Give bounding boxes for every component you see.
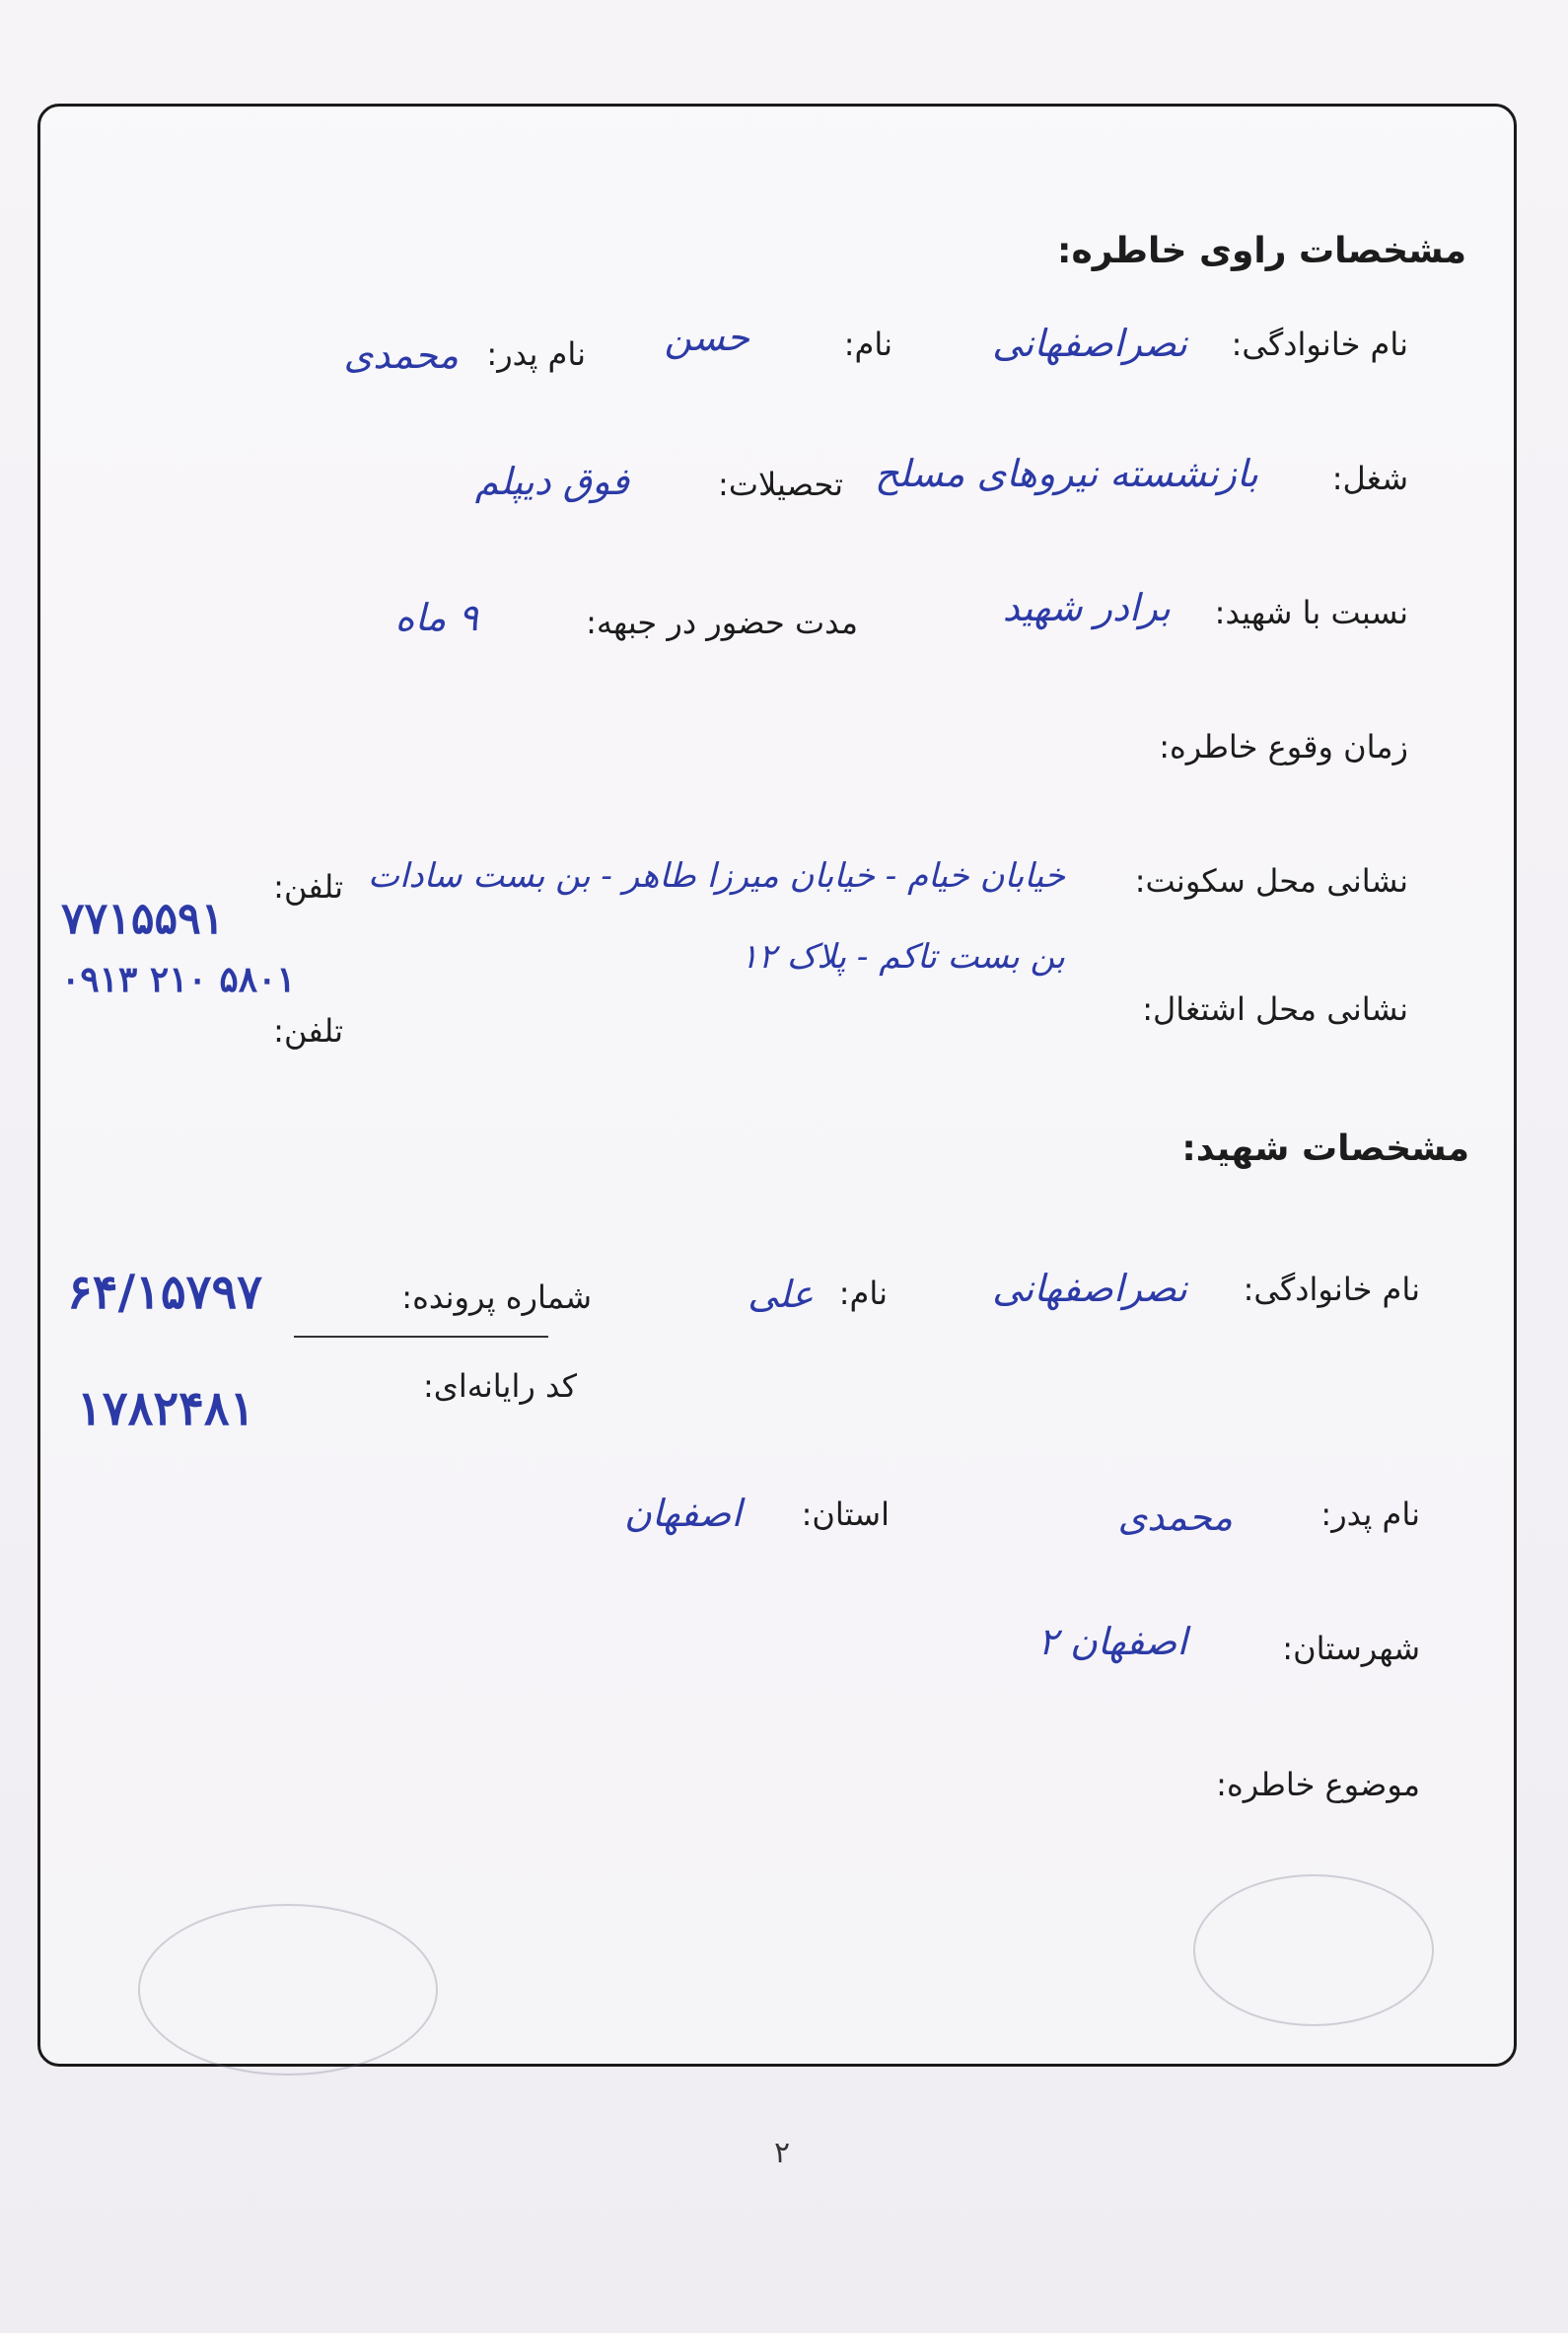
martyr-code-label: کد رایانه‌ای: bbox=[423, 1367, 577, 1405]
narrator-relation-value: برادر شهید bbox=[1002, 586, 1171, 629]
narrator-memory-time-label: زمان وقوع خاطره: bbox=[1159, 728, 1408, 766]
narrator-family-label: نام خانوادگی: bbox=[1231, 326, 1408, 363]
martyr-family-label: نام خانوادگی: bbox=[1243, 1271, 1420, 1308]
martyr-name-label: نام: bbox=[838, 1275, 888, 1312]
narrator-family-value: نصراصفهانی bbox=[992, 322, 1187, 365]
martyr-city-value: اصفهان ۲ bbox=[1037, 1620, 1187, 1663]
martyr-heading: مشخصات شهید: bbox=[1181, 1129, 1469, 1169]
martyr-family-value: نصراصفهانی bbox=[992, 1267, 1187, 1310]
stamp-mark bbox=[1193, 1874, 1434, 2026]
narrator-home-address-label: نشانی محل سکونت: bbox=[1134, 862, 1408, 900]
martyr-province-label: استان: bbox=[801, 1495, 890, 1533]
narrator-home-phone-value: ۷۷۱۵۵۹۱ bbox=[61, 894, 225, 944]
martyr-city-label: شهرستان: bbox=[1282, 1630, 1420, 1667]
narrator-job-label: شغل: bbox=[1331, 460, 1408, 497]
narrator-job-value: بازنشسته نیروهای مسلح bbox=[875, 452, 1258, 495]
narrator-name-value: حسن bbox=[664, 316, 749, 359]
narrator-work-phone-label: تلفن: bbox=[273, 1012, 343, 1050]
martyr-father-value: محمدی bbox=[1117, 1495, 1233, 1539]
narrator-father-value: محمدی bbox=[343, 333, 459, 377]
narrator-home-phone-label: تلفن: bbox=[273, 868, 343, 906]
narrator-mobile-value: ۰۹۱۳ ۲۱۰ ۵۸۰۱ bbox=[61, 959, 296, 1000]
martyr-file-label: شماره پرونده: bbox=[401, 1278, 592, 1316]
martyr-name-value: علی bbox=[748, 1273, 814, 1316]
martyr-father-label: نام پدر: bbox=[1320, 1495, 1420, 1533]
narrator-education-label: تحصیلات: bbox=[718, 466, 843, 503]
narrator-father-label: نام پدر: bbox=[486, 335, 586, 373]
narrator-work-address-label: نشانی محل اشتغال: bbox=[1142, 990, 1408, 1028]
narrator-education-value: فوق دیپلم bbox=[474, 460, 629, 503]
martyr-province-value: اصفهان bbox=[623, 1492, 742, 1535]
narrator-front-label: مدت حضور در جبهه: bbox=[586, 604, 858, 641]
narrator-name-label: نام: bbox=[843, 326, 892, 363]
stamp-mark bbox=[138, 1904, 438, 2076]
page-number: ۲ bbox=[774, 2136, 791, 2170]
narrator-home-address-line1: خیابان خیام - خیابان میرزا طاهر - بن بست سادات bbox=[368, 856, 1065, 896]
martyr-topic-label: موضوع خاطره: bbox=[1216, 1766, 1420, 1803]
narrator-heading: مشخصات راوی خاطره: bbox=[1057, 231, 1466, 271]
martyr-code-value: ۱۷۸۲۴۸۱ bbox=[77, 1381, 255, 1436]
narrator-home-address-line2: بن بست تاکم - پلاک ۱۲ bbox=[740, 937, 1065, 977]
martyr-file-value: ۶۴/۱۵۷۹۷ bbox=[67, 1265, 262, 1320]
narrator-relation-label: نسبت با شهید: bbox=[1214, 594, 1408, 631]
file-number-underline bbox=[294, 1336, 548, 1338]
narrator-front-value: ۹ ماه bbox=[394, 596, 478, 639]
